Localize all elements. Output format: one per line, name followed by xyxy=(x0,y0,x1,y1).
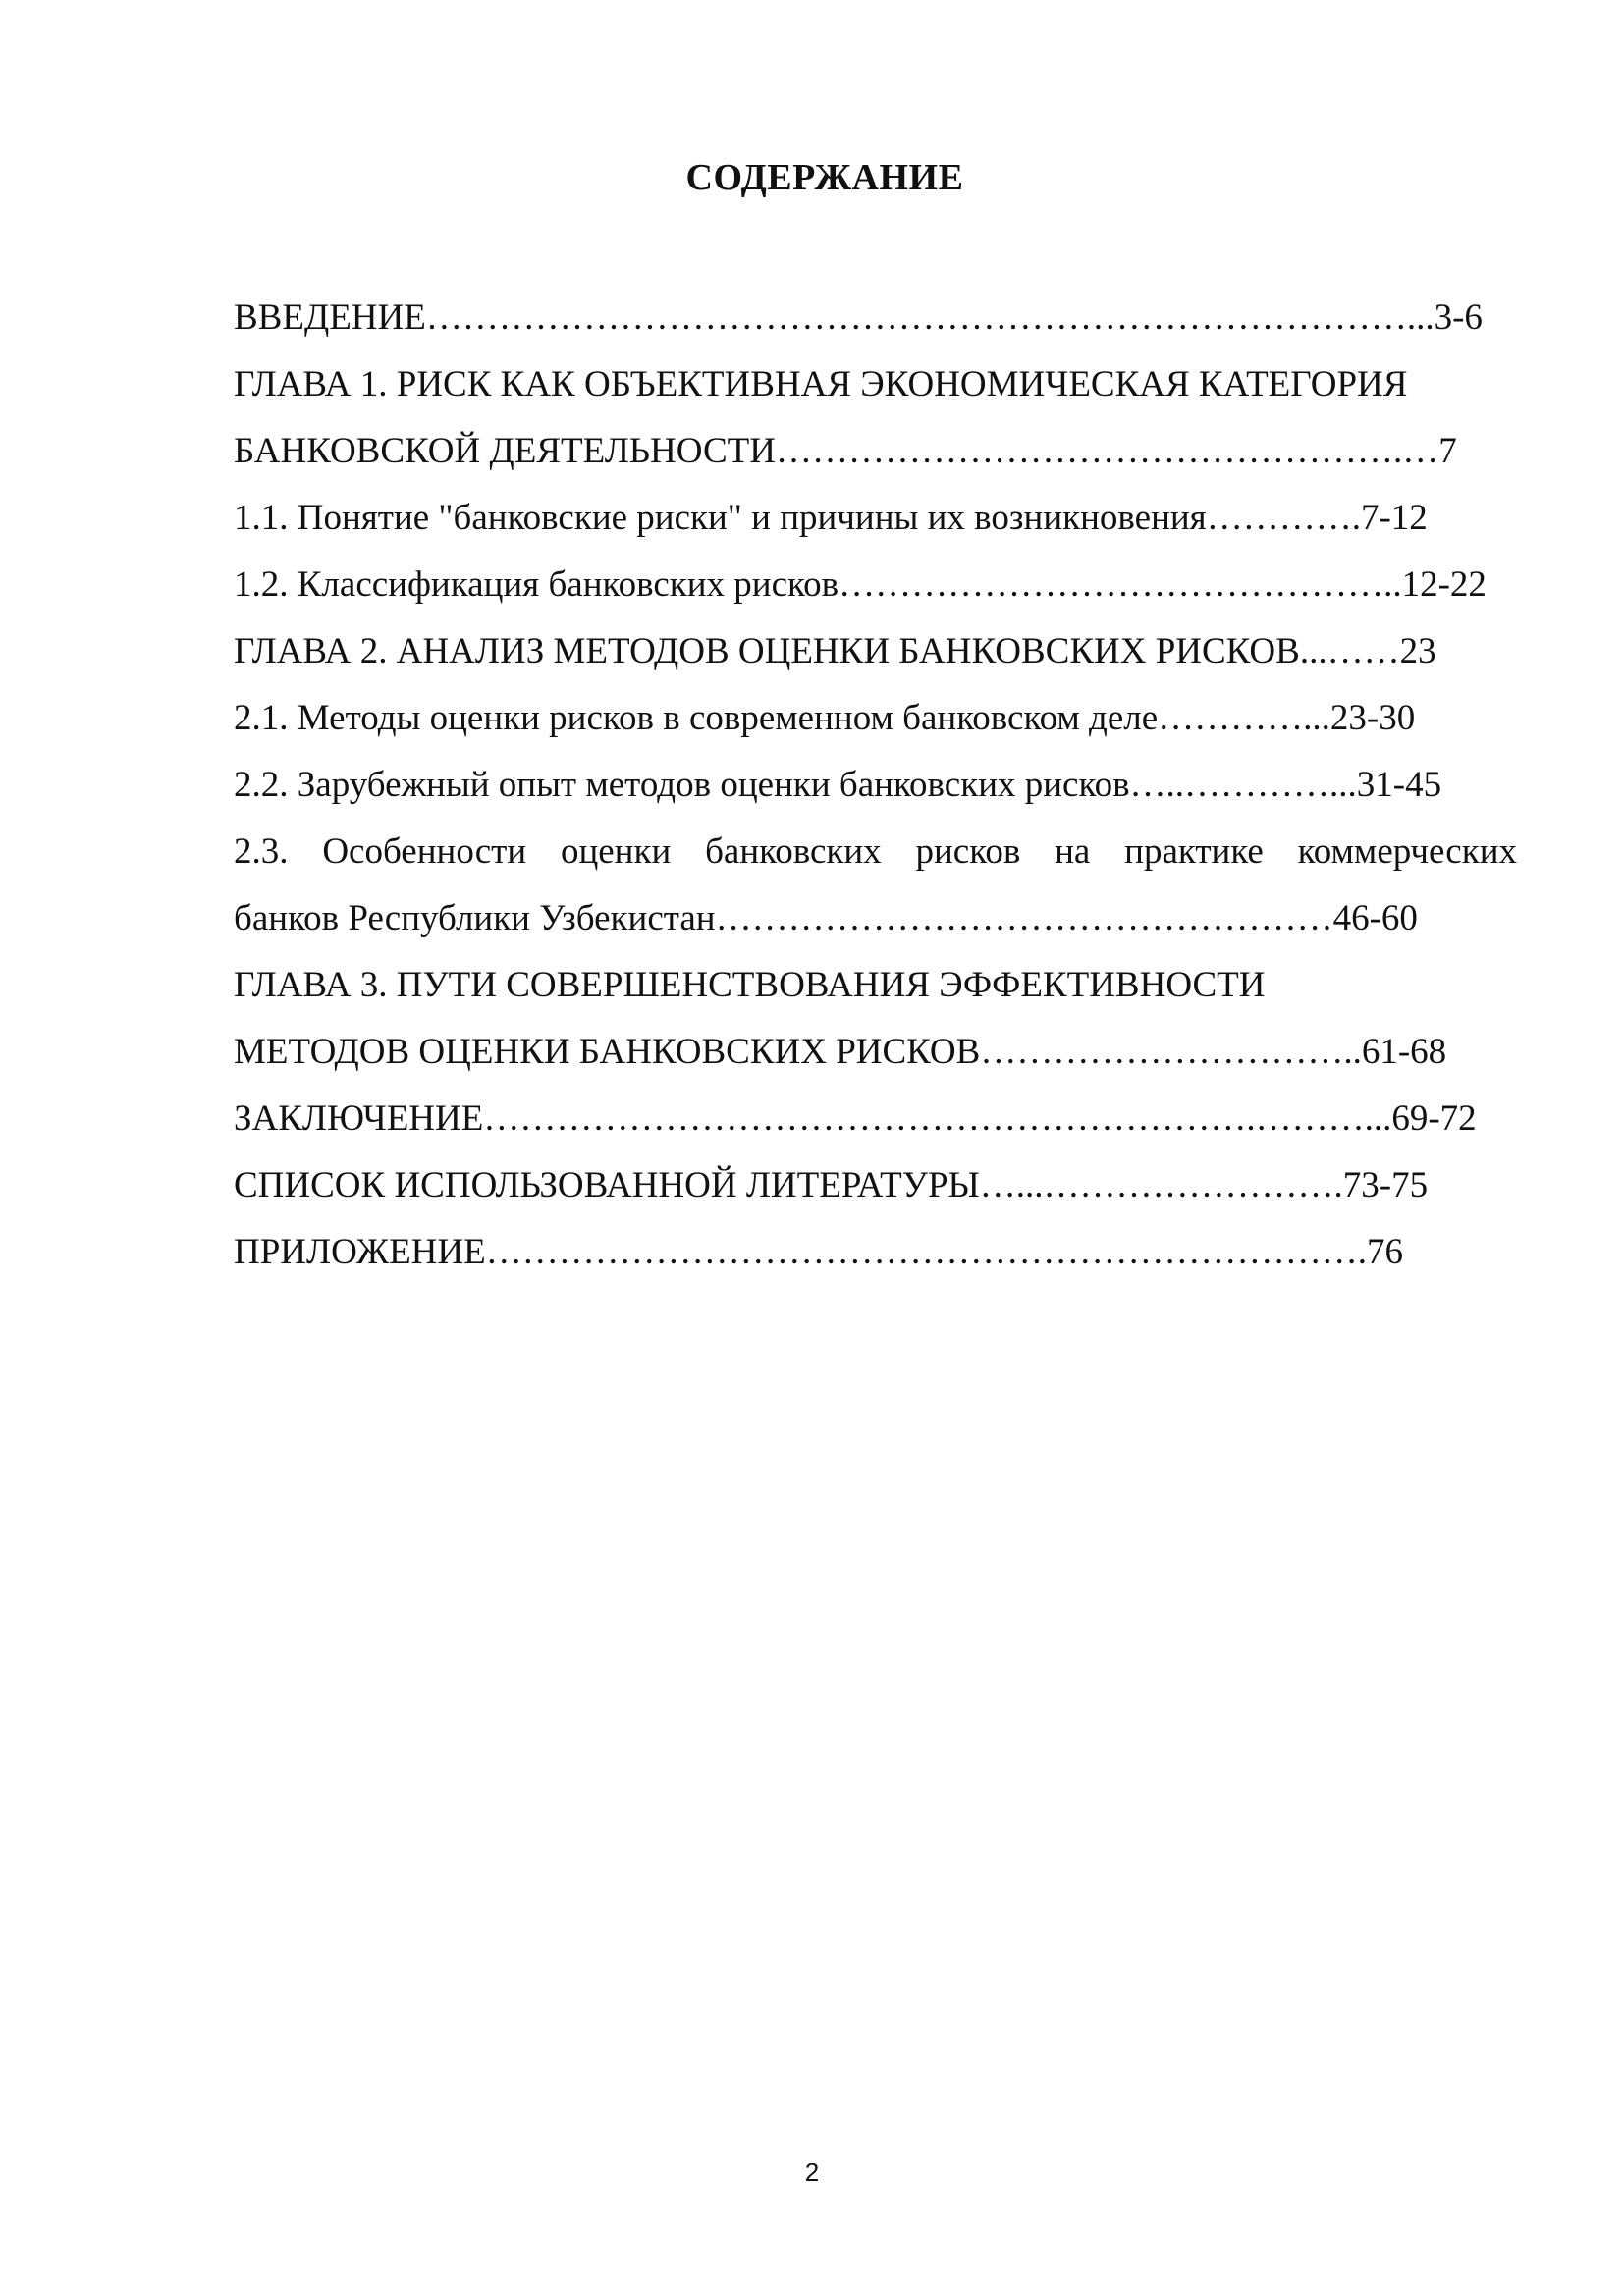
toc-entry-introduction: ВВЕДЕНИЕ………………………………………………………………………...3-6 xyxy=(234,297,1483,338)
table-of-contents xyxy=(234,285,1517,1286)
toc-entry-section-2-2: 2.2. Зарубежный опыт методов оценки банковских рисков…..…………...31-45 xyxy=(234,765,1442,805)
toc-entry-section-1-2: 1.2. Классификация банковских рисков………………………………………..12-22 xyxy=(234,564,1487,605)
toc-entry-section-2-3-continuation: банков Республики Узбекистан……………………………………………46-60 xyxy=(234,898,1418,938)
toc-entry-chapter-3-continuation: МЕТОДОВ ОЦЕНКИ БАНКОВСКИХ РИСКОВ…………………………..61-68 xyxy=(234,1032,1447,1072)
toc-entry-bibliography: СПИСОК ИСПОЛЬЗОВАННОЙ ЛИТЕРАТУРЫ…...…………………….73-75 xyxy=(234,1165,1429,1205)
toc-entry-appendix: ПРИЛОЖЕНИЕ……………………………………………………………….76 xyxy=(234,1232,1403,1272)
toc-entry-section-2-1: 2.1. Методы оценки рисков в современном банковском деле…………...23-30 xyxy=(234,698,1416,738)
toc-entry-chapter-1-title: ГЛАВА 1. РИСК КАК ОБЪЕКТИВНАЯ ЭКОНОМИЧЕСКАЯ КАТЕГОРИЯ xyxy=(234,364,1408,404)
toc-entry-chapter-2: ГЛАВА 2. АНАЛИЗ МЕТОДОВ ОЦЕНКИ БАНКОВСКИХ РИСКОВ...……23 xyxy=(234,631,1436,671)
page-title: СОДЕРЖАНИЕ xyxy=(685,157,964,198)
page-number: 2 xyxy=(804,2158,820,2187)
toc-entry-section-1-1: 1.1. Понятие "банковские риски" и причины их возникновения………….7-12 xyxy=(234,498,1428,538)
toc-entry-conclusion: ЗАКЛЮЧЕНИЕ……………………………………………………….………...69-72 xyxy=(234,1098,1477,1139)
toc-entry-section-2-3: 2.3. Особенности оценки банковских рисков на практике коммерческих xyxy=(234,831,1517,872)
toc-entry-chapter-3-title: ГЛАВА 3. ПУТИ СОВЕРШЕНСТВОВАНИЯ ЭФФЕКТИВНОСТИ xyxy=(234,965,1266,1005)
toc-entry-chapter-1-continuation: БАНКОВСКОЙ ДЕЯТЕЛЬНОСТИ…………………………………………….…7 xyxy=(234,431,1457,471)
